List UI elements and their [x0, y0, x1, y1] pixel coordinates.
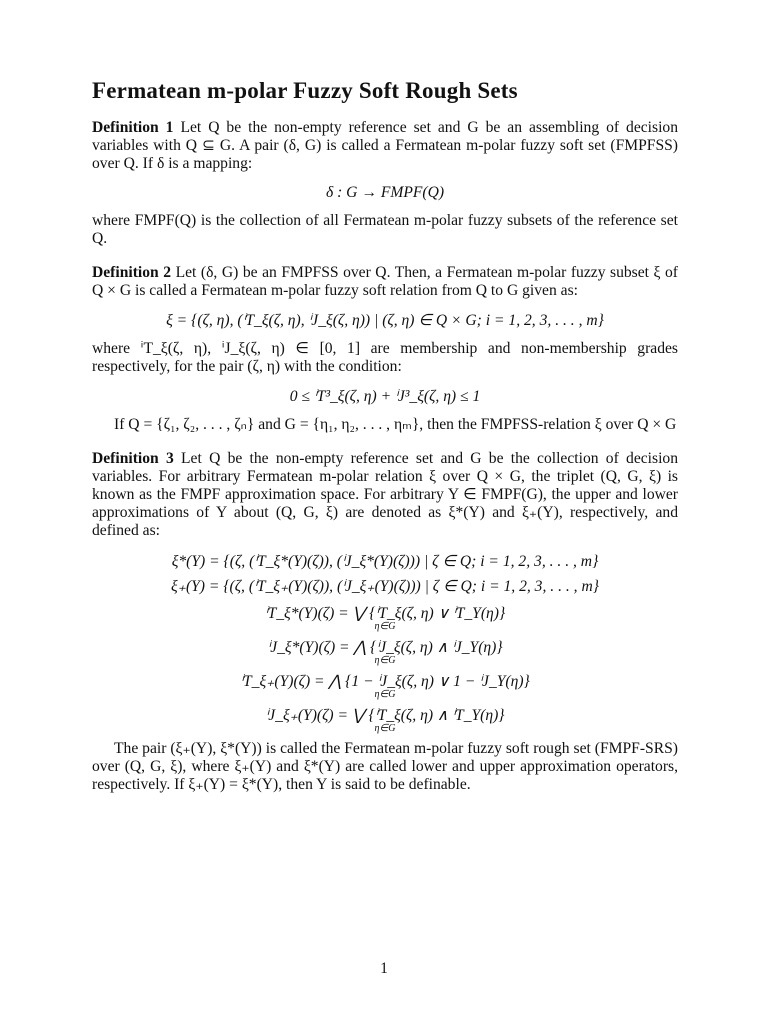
- operator-upper-membership: ⁱT_ξ*(Y)(ζ) = ⋁ {ⁱT_ξ(ζ, η) ∨ ⁱT_Y(η)} η∈G: [92, 604, 678, 632]
- definition-1: [92, 119, 678, 248]
- page-number: 1: [380, 960, 388, 977]
- paper-title: Fermatean m-polar Fuzzy Soft Rough Sets: [92, 78, 518, 103]
- approximation-operators: [92, 604, 678, 734]
- definition-3-label: Definition 3: [92, 450, 174, 467]
- lower-approximation: ξ₊(Y) = {(ζ, (ⁱT_ξ₊(Y)(ζ)), (ⁱJ_ξ₊(Y)(ζ))) | ζ ∈ Q; i = 1, 2, 3, . . . , m}: [171, 578, 599, 595]
- operator-index: η∈G: [374, 723, 396, 734]
- definition-2-body: Let (δ, G) be an FMPFSS over Q. Then, a Fermatean m-polar fuzzy subset ξ of Q × G is called a Fermatean m-polar fuzzy soft relation from Q to G given as:: [92, 264, 678, 299]
- operator-index: η∈G: [374, 689, 396, 700]
- definition-2-text: [92, 264, 678, 300]
- definition-3-closing: The pair (ξ₊(Y), ξ*(Y)) is called the Fermatean m-polar fuzzy soft rough set (FMPF-SRS) over (Q, G, ξ), where ξ₊(Y) and ξ*(Y) are called lower and upper approximation operators, respectively. If ξ₊(Y) = ξ*(Y), then Y is said to be definable.: [92, 740, 678, 793]
- operator-index: η∈G: [374, 621, 396, 632]
- definition-2-label: Definition 2: [92, 264, 172, 281]
- operator-index: η∈G: [374, 655, 396, 666]
- operator-upper-nonmembership: ⁱJ_ξ*(Y)(ζ) = ⋀ {ⁱJ_ξ(ζ, η) ∧ ⁱJ_Y(η)} η∈G: [92, 638, 678, 666]
- definition-3-body: Let Q be the non-empty reference set and G be the collection of decision variables. For arbitrary Fermatean m-polar relation ξ over Q × G, the triplet (Q, G, ξ) is known as the FMPF approximation space. For arbitrary Y ∈ FMPF(G), the upper and lower approximations of Y about (Q, G, ξ) are denoted as ξ*(Y) and ξ₊(Y), respectively, and defined as:: [92, 450, 679, 539]
- definition-2-where: where ⁱT_ξ(ζ, η), ⁱJ_ξ(ζ, η) ∈ [0, 1] are membership and non-membership grades respectively, for the pair (ζ, η) with the condition:: [92, 340, 678, 375]
- definition-3: [92, 450, 678, 794]
- upper-approximation: ξ*(Y) = {(ζ, (ⁱT_ξ*(Y)(ζ)), (ⁱJ_ξ*(Y)(ζ))) | ζ ∈ Q; i = 1, 2, 3, . . . , m}: [171, 553, 599, 570]
- definition-1-body: Let Q be the non-empty reference set and G be an assembling of decision variables with Q ⊆ G. A pair (δ, G) is called a Fermatean m-polar fuzzy soft set (FMPFSS) over Q. If δ is a mapping:: [92, 119, 679, 172]
- definition-2-closing: If Q = {ζ₁, ζ₂, . . . , ζₙ} and G = {η₁, η₂, . . . , ηₘ}, then the FMPFSS-relation ξ over Q × G: [114, 416, 677, 433]
- operator-lower-membership: ⁱT_ξ₊(Y)(ζ) = ⋀ {1 − ⁱJ_ξ(ζ, η) ∨ 1 − ⁱJ_Y(η)} η∈G: [92, 672, 678, 700]
- definition-2-relation: ξ = {(ζ, η), (ⁱT_ξ(ζ, η), ⁱJ_ξ(ζ, η)) | (ζ, η) ∈ Q × G; i = 1, 2, 3, . . . , m}: [166, 312, 604, 329]
- definition-2-condition: 0 ≤ ⁱT³_ξ(ζ, η) + ⁱJ³_ξ(ζ, η) ≤ 1: [289, 388, 481, 405]
- definition-1-text: [92, 119, 678, 173]
- definition-2: [92, 264, 678, 434]
- definition-3-text: [92, 450, 678, 540]
- paper-page: [92, 78, 678, 794]
- definition-1-mapping: δ : G → FMPF(Q): [325, 184, 445, 201]
- operator-lower-nonmembership: ⁱJ_ξ₊(Y)(ζ) = ⋁ {ⁱT_ξ(ζ, η) ∧ ⁱT_Y(η)} η∈G: [92, 706, 678, 734]
- definition-1-closing: where FMPF(Q) is the collection of all Fermatean m-polar fuzzy subsets of the reference set Q.: [92, 212, 678, 247]
- definition-1-label: Definition 1: [92, 119, 174, 136]
